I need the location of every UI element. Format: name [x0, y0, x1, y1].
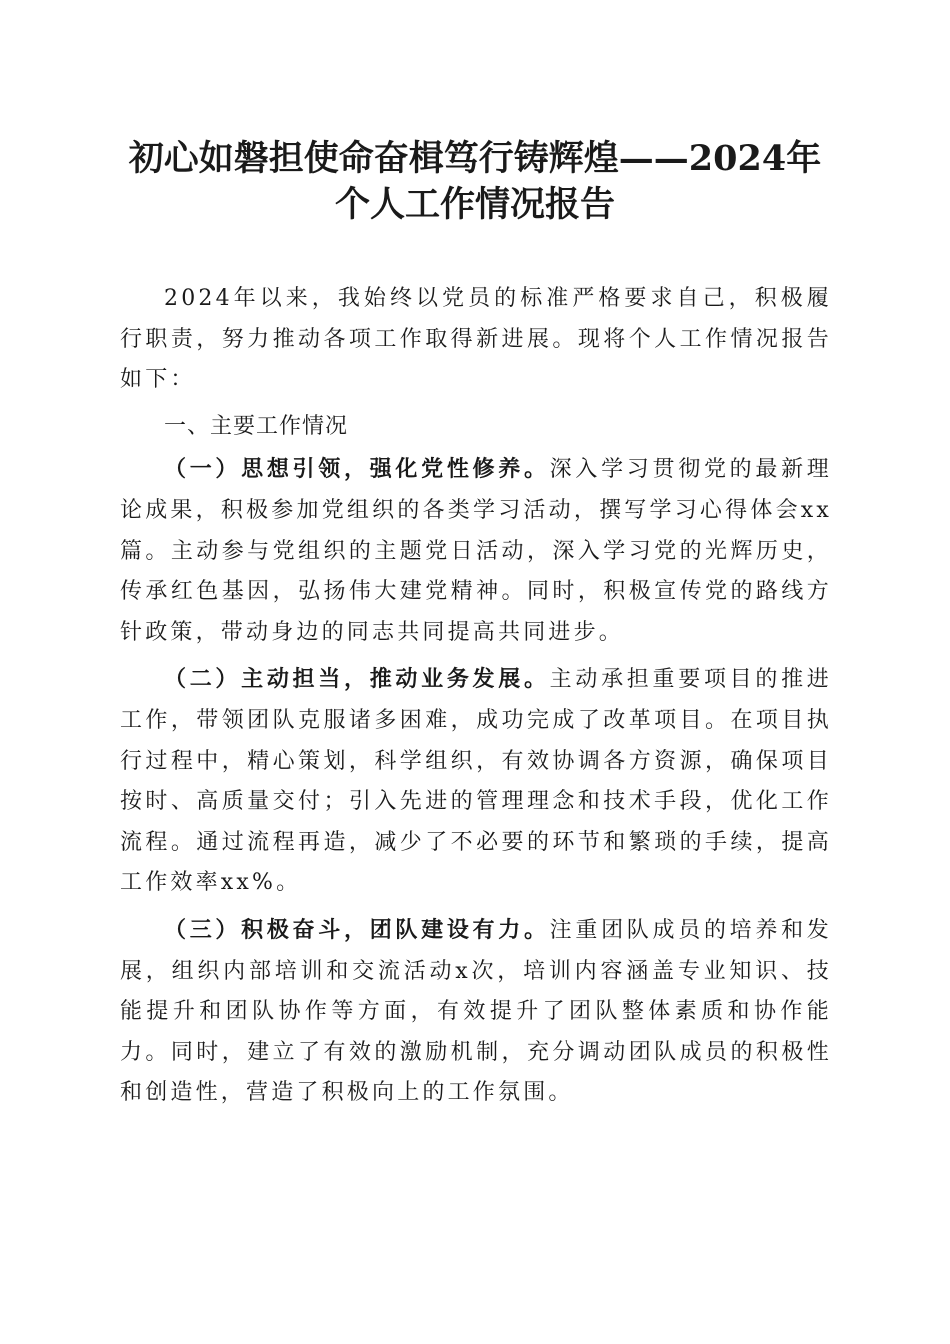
paragraph-text: 主动承担重要项目的推进工作，带领团队克服诸多困难，成功完成了改革项目。在项目执行过程中，精心策划，科学组织，有效协调各方资源，确保项目按时、高质量交付；引入先进的管理理念和技术手段，优化工作流程。通过流程再造，减少了不必要的环节和繁琐的手续，提高工作效率xx%。	[120, 667, 832, 896]
paragraph-item-3	[120, 910, 832, 1114]
paragraph-lead: （三）积极奋斗，团队建设有力。	[164, 916, 550, 943]
title-line-1: 初心如磐担使命奋楫笃行铸辉煌——2024年	[128, 138, 822, 179]
paragraph-lead: （二）主动担当，推动业务发展。	[164, 666, 550, 693]
document-body	[120, 279, 832, 1120]
document-title	[100, 136, 850, 228]
paragraph-text: 深入学习贯彻党的最新理论成果，积极参加党组织的各类学习活动，撰写学习心得体会xx篇。主动参与党组织的主题党日活动，深入学习党的光辉历史，传承红色基因，弘扬伟大建党精神。同时，积极宣传党的路线方针政策，带动身边的同志共同提高共同进步。	[120, 457, 832, 645]
title-line-2: 个人工作情况报告	[334, 184, 615, 225]
paragraph-item-1	[120, 449, 832, 653]
paragraph-lead: （一）思想引领，强化党性修养。	[164, 456, 550, 483]
paragraph-text: 注重团队成员的培养和发展，组织内部培训和交流活动x次，培训内容涵盖专业知识、技能提升和团队协作等方面，有效提升了团队整体素质和协作能力。同时，建立了有效的激励机制，充分调动团队成员的积极性和创造性，营造了积极向上的工作氛围。	[120, 917, 832, 1106]
paragraph-item-2	[120, 659, 832, 904]
intro-paragraph: 2024年以来，我始终以党员的标准严格要求自己，积极履行职责，努力推动各项工作取得新进展。现将个人工作情况报告如下：	[120, 286, 832, 393]
section-heading: 一、主要工作情况	[164, 413, 349, 439]
